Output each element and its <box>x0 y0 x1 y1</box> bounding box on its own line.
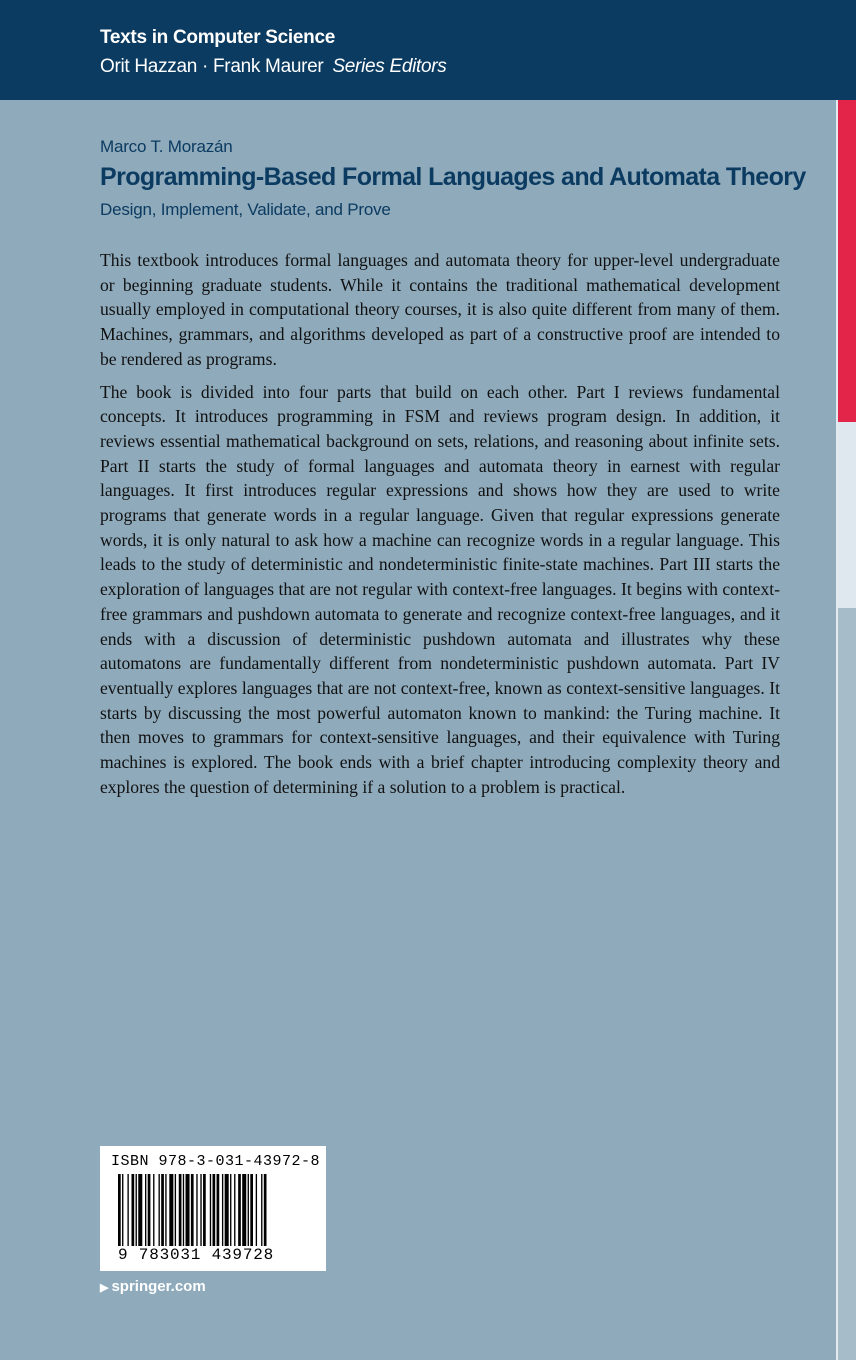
barcode-bar <box>203 1174 206 1246</box>
blurb-paragraph: The book is divided into four parts that build on each other. Part I reviews fundamental concepts. It introduces programming in FSM and reviews program design. In addition, it reviews essential mathematical background on sets, relations, and reasoning about infinite sets. Part II starts the study of formal languages and automata theory in earnest with regular languages. It first introduces regular expressions and shows how they are used to write programs that generate words in a regular language. Given that regular expressions generate words, it is only natural to ask how a machine can recognize words in a regular language. This leads to the study of deterministic and nondeterministic finite-state machines. Part III starts the exploration of languages that are not regular with context-free languages. It begins with context-free grammars and pushdown automata to generate and recognize context-free languages, and it ends with a discussion of deterministic pushdown automata and illustrates why these automatons are fundamentally different from nondeterministic pushdown automata. Part IV eventually explores languages that are not context-free, known as context-sensitive languages. It starts by discussing the most powerful automaton known to mankind: the Turing machine. It then moves to grammars for context-sensitive languages, and their equivalence with Turing machines is explored. The book ends with a brief chapter introducing complexity theory and explores the question of determining if a solution to a problem is practical. <box>100 381 780 797</box>
play-arrow-icon: ▶ <box>100 1282 109 1294</box>
author-name: Marco T. Morazán <box>100 137 233 156</box>
barcode-bar <box>145 1174 146 1246</box>
isbn-barcode <box>100 1146 326 1271</box>
series-band <box>0 0 856 100</box>
barcode-bar <box>225 1174 229 1246</box>
barcode-bar <box>230 1174 231 1246</box>
barcode-bar <box>153 1174 154 1246</box>
blurb-paragraph: This textbook introduces formal languages and automata theory for upper-level undergraduate or beginning graduate students. While it contains the traditional mathematical development usually employed in computational theory courses, it is also quite different from many of them. Machines, grammars, and algorithms developed as part of a constructive proof are intended to be rendered as programs. <box>100 250 780 369</box>
barcode-bar <box>179 1174 182 1246</box>
book-title: Programming-Based Formal Languages and Automata Theory <box>100 163 806 191</box>
barcode-bar <box>136 1174 137 1246</box>
barcode-bar <box>222 1174 223 1246</box>
publisher-url: springer.com <box>111 1278 206 1295</box>
barcode-bar <box>183 1174 184 1246</box>
series-editors-role: Series Editors <box>332 56 447 77</box>
barcode-bar <box>159 1174 160 1246</box>
series-editors <box>100 56 446 78</box>
barcode-bar <box>234 1174 235 1246</box>
barcode-bar <box>217 1174 220 1246</box>
barcode-bar <box>256 1174 257 1246</box>
spine-edge-line <box>836 100 838 1360</box>
barcode-bar <box>213 1174 216 1246</box>
barcode-bar <box>132 1174 135 1246</box>
barcode-bar <box>127 1174 128 1246</box>
barcode-bar <box>175 1174 176 1246</box>
spine-color-strip <box>836 100 856 1360</box>
publisher-link[interactable] <box>100 1278 206 1295</box>
barcode-bars <box>118 1174 310 1246</box>
series-editor-names: Orit Hazzan · Frank Maurer <box>100 56 324 77</box>
barcode-bar <box>191 1174 194 1246</box>
isbn-digits: 9 783031 439728 <box>118 1246 275 1264</box>
barcode-bar <box>200 1174 201 1246</box>
barcode-bar <box>196 1174 197 1246</box>
barcode-bar <box>242 1174 246 1246</box>
barcode-bar <box>122 1174 123 1246</box>
barcode-bar <box>186 1174 190 1246</box>
barcode-bar <box>238 1174 241 1246</box>
barcode-bar <box>248 1174 249 1246</box>
barcode-bar <box>161 1174 164 1246</box>
spine-red-block <box>836 100 856 422</box>
spine-light-block <box>836 422 856 608</box>
isbn-label: ISBN 978-3-031-43972-8 <box>111 1153 321 1170</box>
barcode-bar <box>148 1174 151 1246</box>
barcode-bar <box>264 1174 267 1246</box>
barcode-bar <box>165 1174 166 1246</box>
barcode-bar <box>210 1174 211 1246</box>
book-subtitle: Design, Implement, Validate, and Prove <box>100 200 391 219</box>
barcode-bar <box>118 1174 121 1246</box>
barcode-bar <box>138 1174 142 1246</box>
series-title: Texts in Computer Science <box>100 27 335 48</box>
barcode-bar <box>261 1174 262 1246</box>
barcode-bar <box>250 1174 253 1246</box>
barcode-bar <box>169 1174 173 1246</box>
back-cover-blurb <box>100 248 780 807</box>
